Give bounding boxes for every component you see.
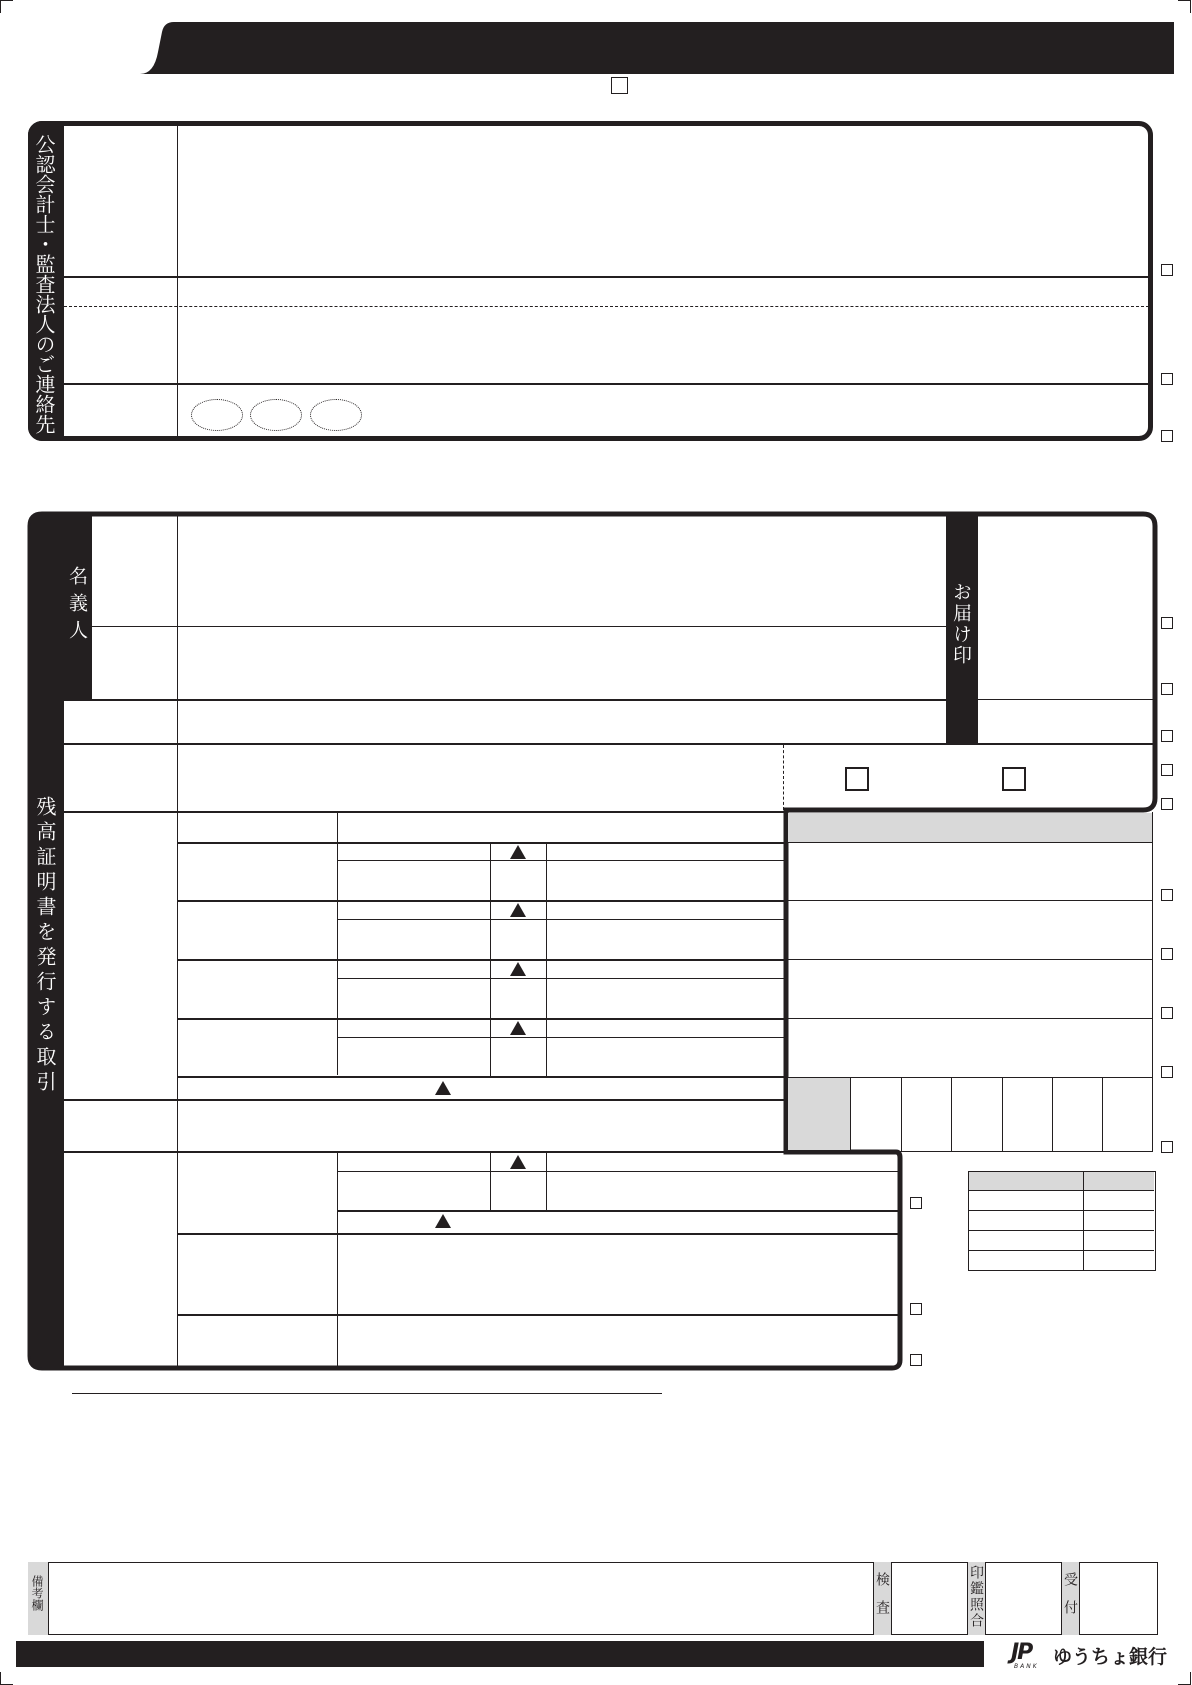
footer-box <box>28 1562 1158 1635</box>
lower-row-2 <box>177 1233 899 1235</box>
tx-row-1-mid <box>337 860 788 861</box>
option-checkbox-2[interactable] <box>1002 767 1026 791</box>
right-grid-c2 <box>901 1077 902 1151</box>
triangle-up-icon <box>435 1214 451 1228</box>
tx-row-4-top <box>177 1018 788 1020</box>
side-checkbox-4[interactable] <box>1161 617 1173 629</box>
bank-logo <box>1011 1640 1171 1670</box>
tx-total-top <box>177 1076 788 1078</box>
row-line-b2 <box>978 699 1153 700</box>
lower-sub-line <box>337 1210 899 1212</box>
lower-row-top <box>64 1151 788 1153</box>
right-grid-line-4 <box>788 1018 1153 1019</box>
option-checkbox-1[interactable] <box>845 767 869 791</box>
right-grid-header <box>788 813 1152 842</box>
tx-row-1-v1 <box>490 843 491 900</box>
triangle-up-icon <box>510 1021 526 1035</box>
account-vertical-label: 残高証明書を発行する取引 <box>33 796 57 1096</box>
triangle-up-icon <box>435 1081 451 1095</box>
tx-row-2-v2 <box>546 901 547 959</box>
side-checkbox-13[interactable] <box>1161 1141 1173 1153</box>
tx-row-4-v1 <box>490 1019 491 1076</box>
tx-row-2-mid <box>337 919 788 920</box>
lower-sub-v1 <box>490 1152 491 1210</box>
right-grid-shaded-cell <box>788 1078 850 1150</box>
side-checkbox-6[interactable] <box>1161 730 1173 742</box>
tx-row-1-top <box>177 842 788 844</box>
row-line-a <box>92 626 946 627</box>
triangle-up-icon <box>510 962 526 976</box>
lower-sub-mid <box>337 1171 899 1172</box>
side-checkbox-12[interactable] <box>1161 1066 1173 1078</box>
footer-black-bar <box>16 1641 984 1667</box>
tx-row-1-v2 <box>546 843 547 900</box>
contact-vertical-label: 公認会計士・監査法人のご連絡先 <box>32 134 56 434</box>
side-checkbox-16[interactable] <box>910 1354 922 1366</box>
lower-col-2 <box>337 1152 338 1366</box>
remarks-label: 備考欄 <box>30 1575 44 1611</box>
tx-row-2-v1 <box>490 901 491 959</box>
tx-col-2 <box>337 811 338 1075</box>
seal-label: お届け印 <box>950 582 972 666</box>
bank-logo-sub: BANK <box>1014 1663 1039 1670</box>
seal-check-label: 印鑑照合 <box>968 1565 984 1629</box>
side-checkbox-8[interactable] <box>1161 798 1173 810</box>
corner-mark-tr <box>1178 0 1191 13</box>
mini-table-row-3 <box>969 1250 1154 1251</box>
right-grid-c4 <box>1002 1077 1003 1151</box>
inspect-label: 検査 <box>874 1572 890 1628</box>
signature-line <box>72 1393 662 1394</box>
side-checkbox-11[interactable] <box>1161 1007 1173 1019</box>
triangle-up-icon <box>510 1155 526 1169</box>
side-checkbox-5[interactable] <box>1161 683 1173 695</box>
row-line-d <box>64 811 788 813</box>
row-line-c <box>64 743 1153 745</box>
mini-table-col <box>1083 1172 1084 1270</box>
tx-row-3-v1 <box>490 960 491 1018</box>
side-checkbox-14[interactable] <box>910 1197 922 1209</box>
meigi-label: 名義人 <box>66 566 88 647</box>
right-grid-c6 <box>1102 1077 1103 1151</box>
right-grid-line-2 <box>788 900 1153 901</box>
reception-label: 受付 <box>1062 1572 1078 1628</box>
side-checkbox-10[interactable] <box>1161 948 1173 960</box>
mini-table-header <box>969 1172 1154 1191</box>
tx-row-2-top <box>177 900 788 902</box>
triangle-up-icon <box>510 903 526 917</box>
right-grid-line-1 <box>788 842 1153 843</box>
mini-table-row-1 <box>969 1210 1154 1211</box>
triangle-up-icon <box>510 845 526 859</box>
tx-row-4-v2 <box>546 1019 547 1076</box>
bank-logo-mark: JP <box>1011 1640 1032 1665</box>
right-grid-c5 <box>1052 1077 1053 1151</box>
account-col-divider <box>177 516 178 1366</box>
corner-mark-br <box>1178 1672 1191 1685</box>
mini-table-row-2 <box>969 1230 1154 1231</box>
corner-mark-tl <box>0 0 13 13</box>
tx-row-3-v2 <box>546 960 547 1018</box>
side-checkbox-15[interactable] <box>910 1303 922 1315</box>
side-checkbox-7[interactable] <box>1161 764 1173 776</box>
right-grid-bottom <box>900 1151 1153 1152</box>
tx-row-3-top <box>177 959 788 961</box>
corner-mark-bl <box>0 1672 13 1685</box>
tx-row-4-mid <box>337 1037 788 1038</box>
lower-sub-v2 <box>546 1152 547 1210</box>
lower-row-3 <box>177 1314 899 1316</box>
bank-name: ゆうちょ銀行 <box>1053 1646 1168 1668</box>
tx-row-3-mid <box>337 978 788 979</box>
right-grid-outer <box>1152 812 1153 1151</box>
right-grid-c3 <box>951 1077 952 1151</box>
tx-total-bottom <box>64 1099 788 1101</box>
side-checkbox-9[interactable] <box>1161 889 1173 901</box>
right-grid-line-3 <box>788 959 1153 960</box>
row-dashed-vert <box>783 745 784 810</box>
row-line-b <box>64 699 946 701</box>
mini-table <box>968 1171 1156 1271</box>
right-grid-c1 <box>850 1077 851 1151</box>
